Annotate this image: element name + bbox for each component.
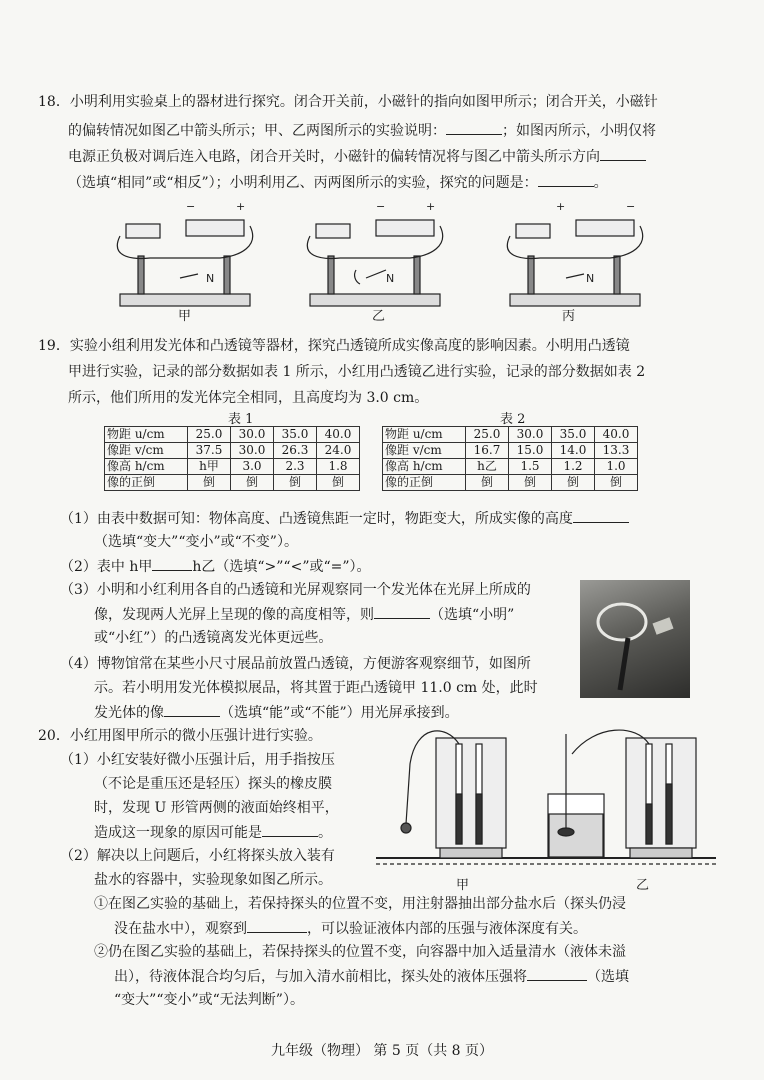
beaker-b <box>548 734 604 858</box>
table-row: 像高 h/cm h甲 3.0 2.3 1.8 <box>105 459 360 475</box>
table-row: 物距 u/cm 25.0 30.0 35.0 40.0 <box>383 427 638 443</box>
answer-blank[interactable] <box>600 146 646 161</box>
q18-line-3: 电源正负极对调后连入电路，闭合开关时，小磁针的偏转情况将与图乙中箭头所示方向 <box>68 146 646 167</box>
q18-circuit-figures <box>90 196 690 311</box>
answer-blank[interactable] <box>164 702 220 717</box>
answer-blank[interactable] <box>446 120 502 135</box>
q19-part1-line1: （1）由表中数据可知：物体高度、凸透镜焦距一定时，物距变大，所成实像的高度 <box>60 508 629 529</box>
answer-blank[interactable] <box>247 918 307 933</box>
q19-part4-line2: 示。若小明用发光体模拟展品，将其置于距凸透镜甲 11.0 cm 处，此时 <box>94 680 538 696</box>
answer-blank[interactable] <box>538 172 594 187</box>
pressure-gauge-figure <box>376 724 720 870</box>
q19-line-3: 所示，他们所用的发光体完全相同，且高度均为 3.0 cm。 <box>68 390 429 406</box>
q19-part3-line1: （3）小明和小红利用各自的凸透镜和光屏观察同一个发光体在光屏上所成的 <box>60 582 531 598</box>
terminal-plus-a: + <box>236 200 246 213</box>
table-row: 像高 h/cm h乙 1.5 1.2 1.0 <box>383 459 638 475</box>
fig-label-jia: 甲 <box>178 309 192 324</box>
table1-caption: 表 1 <box>228 412 254 427</box>
terminal-minus-c: − <box>626 200 636 213</box>
fig-label-bing: 丙 <box>562 309 576 324</box>
magnifier-photo <box>580 580 690 698</box>
q19-part3-line3: 或“小红”）的凸透镜离发光体更远些。 <box>94 630 333 646</box>
table-row: 物距 u/cm 25.0 30.0 35.0 40.0 <box>105 427 360 443</box>
terminal-minus-b: − <box>376 200 386 213</box>
q18-line-4: （选填“相同”或“相反”）；小明利用乙、丙两图所示的实验，探究的问题是： 。 <box>68 172 608 193</box>
q20-part2-line2: 盐水的容器中，实验现象如图乙所示。 <box>94 872 332 888</box>
n-pole-a: N <box>206 272 215 285</box>
circuit-figure-a <box>117 220 252 306</box>
q20-part1-line4: 造成这一现象的原因可能是 。 <box>94 822 332 843</box>
magnifying-lens-icon <box>580 580 690 698</box>
q19-part3-line2: 像，发现两人光屏上呈现的像的高度相等，则 （选填“小明” <box>94 604 514 625</box>
q20-sub1-line2: 没在盐水中），观察到 ，可以验证液体内部的压强与液体深度有关。 <box>114 918 587 939</box>
q19-part4-line3: 发光体的像 （选填“能”或“不能”）用光屏承接到。 <box>94 702 459 723</box>
terminal-plus-b: + <box>426 200 436 213</box>
manometer-a <box>401 731 506 858</box>
answer-blank[interactable] <box>152 556 192 571</box>
q20-part1-line2: （不论是重压还是轻压）探头的橡皮膜 <box>94 776 332 792</box>
fig-label-jia-20: 甲 <box>456 878 470 893</box>
answer-blank[interactable] <box>527 966 587 981</box>
q20-sub2-line1: ②仍在图乙实验的基础上，若保持探头的位置不变，向容器中加入适量清水（液体未溢 <box>94 944 626 960</box>
q20-part2-line1: （2）解决以上问题后，小红将探头放入装有 <box>60 848 335 864</box>
q20-line-1: 20．小红用图甲所示的微小压强计进行实验。 <box>38 728 322 744</box>
q19-line-1: 19．实验小组利用发光体和凸透镜等器材，探究凸透镜所成实像高度的影响因素。小明用凸透镜 <box>38 338 630 354</box>
table-row: 像距 v/cm 37.5 30.0 26.3 24.0 <box>105 443 360 459</box>
data-table-1 <box>104 426 360 491</box>
page-footer: 九年级（物理） 第 5 页（共 8 页） <box>270 1043 494 1059</box>
fig-label-yi: 乙 <box>372 309 386 324</box>
q20-sub2-line3: “变大”“变小”或“无法判断”）。 <box>114 992 304 1008</box>
q18-line-1: 18．小明利用实验桌上的器材进行探究。闭合开关前，小磁针的指向如图甲所示；闭合开关，小磁针 <box>38 94 658 110</box>
q19-part2: （2）表中 h甲 h乙（选填“>”“<”或“=”）。 <box>60 556 371 577</box>
answer-blank[interactable] <box>573 508 629 523</box>
answer-blank[interactable] <box>262 822 318 837</box>
q19-part1-line2: （选填“变大”“变小”或“不变”）。 <box>94 534 298 550</box>
circuit-figure-b <box>307 220 442 306</box>
n-pole-c: N <box>586 272 595 285</box>
q20-part1-line3: 时，发现 U 形管两侧的液面始终相平， <box>94 800 339 816</box>
q20-sub2-line2: 出），待液体混合均匀后，与加入清水前相比，探头处的液体压强将 （选填 <box>114 966 629 987</box>
table-row: 像距 v/cm 16.7 15.0 14.0 13.3 <box>383 443 638 459</box>
table-row: 像的正倒 倒 倒 倒 倒 <box>105 475 360 491</box>
n-pole-b: N <box>386 272 395 285</box>
q19-line-2: 甲进行实验，记录的部分数据如表 1 所示，小红用凸透镜乙进行实验，记录的部分数据如表 2 <box>68 364 646 380</box>
terminal-plus-c: + <box>556 200 566 213</box>
table2-caption: 表 2 <box>500 412 526 427</box>
circuit-figure-c <box>507 220 642 306</box>
answer-blank[interactable] <box>374 604 430 619</box>
q18-line-2: 的偏转情况如图乙中箭头所示；甲、乙两图所示的实验说明： ；如图丙所示，小明仅将 <box>68 120 656 141</box>
table-row: 像的正倒 倒 倒 倒 倒 <box>383 475 638 491</box>
q20-sub1-line1: ①在图乙实验的基础上，若保持探头的位置不变，用注射器抽出部分盐水后（探头仍浸 <box>94 896 626 912</box>
q20-part1-line1: （1）小红安装好微小压强计后，用手指按压 <box>60 752 335 768</box>
terminal-minus-a: − <box>186 200 196 213</box>
data-table-2 <box>382 426 638 491</box>
fig-label-yi-20: 乙 <box>636 878 650 893</box>
q19-part4-line1: （4）博物馆常在某些小尺寸展品前放置凸透镜，方便游客观察细节，如图所 <box>60 656 531 672</box>
